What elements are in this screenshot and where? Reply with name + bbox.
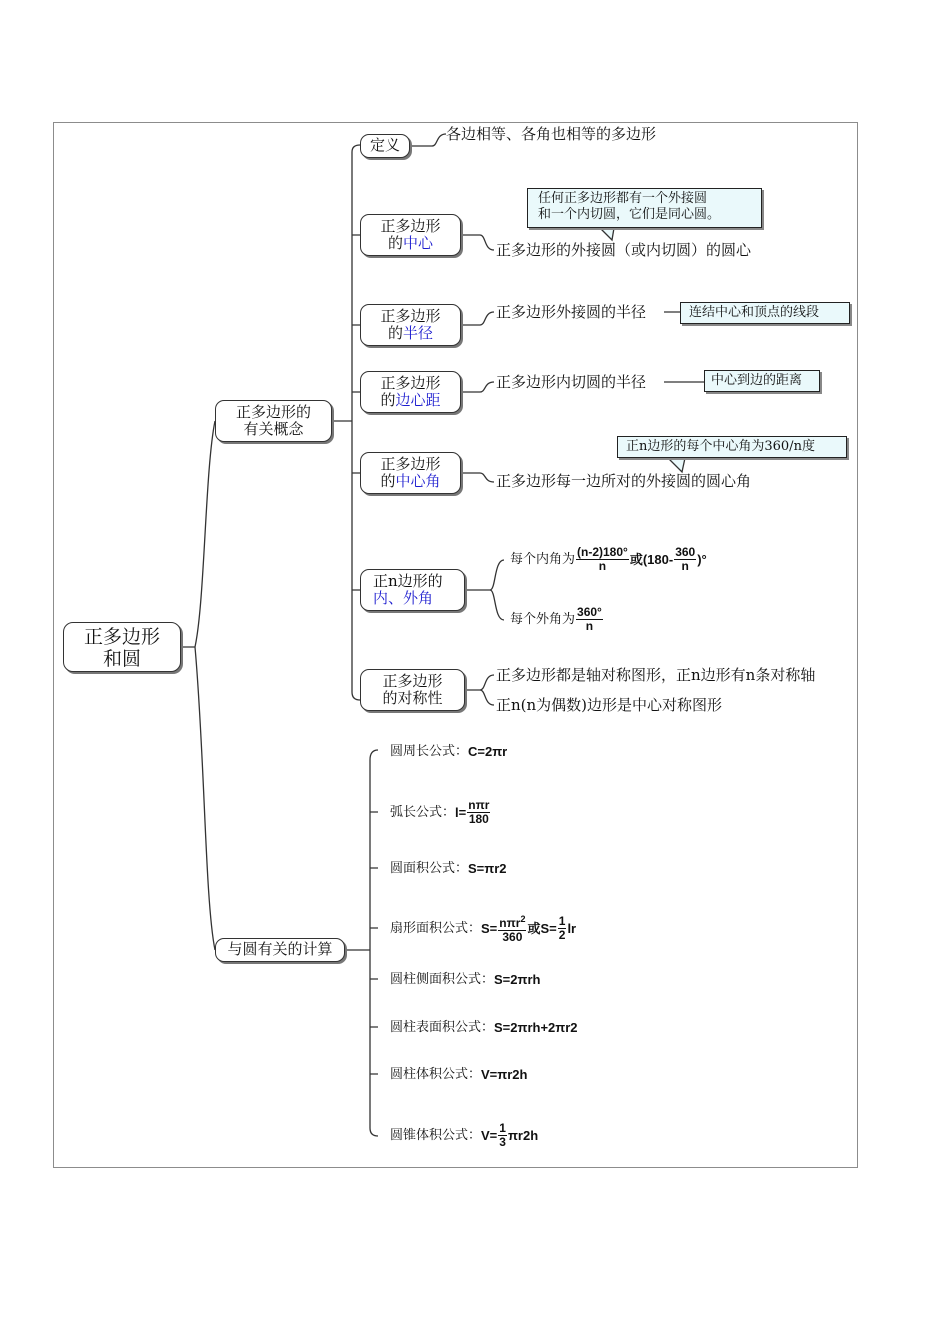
- cyl-volume-formula: [390, 1063, 527, 1085]
- area-sup: 2: [499, 860, 507, 876]
- cone-volume-sup: 2: [522, 1127, 531, 1143]
- sector-num-sup: 2: [520, 913, 526, 924]
- cyl-surface-formula: [390, 1016, 578, 1038]
- cyl-surface-sup: 2: [570, 1019, 578, 1035]
- interior-fraction-2: [674, 546, 696, 573]
- radius-note: 连结中心和顶点的线段: [680, 302, 850, 324]
- central-angle-note: 正n边形的每个中心角为360/n度: [617, 436, 847, 458]
- sector-num2: 1: [558, 913, 566, 928]
- center-note-line2: 和一个内切圆，它们是同心圆。: [538, 207, 721, 222]
- radius-node: [360, 304, 461, 346]
- cyl-surface-label: 圆柱表面积公式：: [390, 1019, 495, 1035]
- connector-calc: [345, 750, 378, 1136]
- root-node: [63, 622, 181, 672]
- interior-num1: (n-2)180°: [577, 544, 628, 559]
- area-lhs: S=πr: [468, 860, 500, 876]
- exterior-angle-formula: [510, 600, 604, 638]
- interior-tail: )°: [697, 551, 707, 567]
- center-line2-plain: 的: [387, 234, 403, 252]
- sector-tail: lr: [567, 920, 577, 936]
- interior-den2: n: [681, 558, 689, 573]
- connector-angles: [465, 560, 504, 620]
- cyl-volume-sup: 2: [512, 1066, 520, 1082]
- connector-central: [461, 473, 494, 482]
- connector-center: [461, 235, 494, 250]
- concepts-line2: 有关概念: [243, 420, 304, 438]
- circumference-label: 圆周长公式：: [390, 743, 469, 759]
- cyl-lateral-value: S=2πrh: [494, 971, 541, 987]
- cone-volume-label: 圆锥体积公式：: [390, 1127, 482, 1143]
- symmetry-text-2: 正n(n为偶数)边形是中心对称图形: [496, 696, 723, 714]
- definition-node: [360, 134, 410, 158]
- connector-definition: [410, 134, 446, 146]
- center-note-line1: 任何正多边形都有一个外接圆: [538, 191, 708, 206]
- exterior-num: 360°: [577, 604, 602, 619]
- interior-angle-formula: [510, 540, 707, 578]
- cyl-volume-label: 圆柱体积公式：: [390, 1066, 482, 1082]
- area-label: 圆面积公式：: [390, 860, 469, 876]
- center-line2: [361, 235, 460, 252]
- connector-symmetry: [465, 675, 494, 705]
- definition-label: 定义: [369, 136, 400, 154]
- cone-volume-fraction: [498, 1122, 507, 1149]
- center-line2-term: 中心: [403, 234, 434, 252]
- sector-den: 360: [502, 929, 523, 944]
- arc-length-formula: [390, 794, 491, 830]
- center-line1: 正多边形: [380, 217, 441, 235]
- cyl-lateral-formula: [390, 969, 540, 989]
- cone-volume-lhs: V=: [481, 1127, 498, 1143]
- apothem-line2-term: 边心距: [395, 391, 441, 409]
- central-angle-node: [360, 452, 461, 494]
- apothem-line2-plain: 的: [380, 391, 396, 409]
- sector-or: 或S=: [527, 920, 557, 936]
- cyl-surface-value: S=2πrh+2πr: [494, 1019, 571, 1035]
- angles-line1: 正n边形的: [373, 572, 443, 590]
- symmetry-text-1: 正多边形都是轴对称图形，正n边形有n条对称轴: [496, 666, 816, 684]
- cone-volume-mid: πr: [507, 1127, 523, 1143]
- radius-line2-plain: 的: [387, 324, 403, 342]
- cyl-volume-tail: h: [519, 1066, 528, 1082]
- radius-line1: 正多边形: [380, 307, 441, 325]
- center-note: [527, 188, 762, 228]
- root-line1: 正多边形: [83, 626, 160, 648]
- arc-length-lhs: l=: [455, 804, 467, 820]
- central-line2: [361, 473, 460, 490]
- apothem-node: [360, 371, 461, 413]
- cone-volume-tail: h: [530, 1127, 539, 1143]
- note-center-tail: [600, 228, 614, 240]
- interior-prefix: 每个内角为: [510, 551, 576, 567]
- symmetry-node: [360, 669, 465, 711]
- area-formula: [390, 857, 507, 879]
- central-line2-plain: 的: [380, 472, 396, 490]
- apothem-text: 正多边形内切圆的半径: [496, 373, 647, 391]
- symmetry-line2: 的对称性: [382, 689, 443, 707]
- sector-den2: 2: [558, 927, 566, 942]
- arc-length-label: 弧长公式：: [390, 804, 456, 820]
- circumference-formula: [390, 741, 507, 761]
- calc-node: [215, 938, 345, 962]
- arc-length-fraction: [467, 799, 490, 826]
- center-text: 正多边形的外接圆（或内切圆）的圆心: [496, 241, 752, 259]
- arc-length-den: 180: [468, 811, 489, 826]
- radius-text: 正多边形外接圆的半径: [496, 303, 647, 321]
- center-node: [360, 214, 461, 256]
- apothem-line1: 正多边形: [380, 374, 441, 392]
- interior-den1: n: [598, 558, 607, 573]
- connector-root: [182, 421, 215, 950]
- angles-line2: 内、外角: [373, 589, 434, 607]
- arc-length-num: nπr: [468, 797, 490, 812]
- apothem-note: 中心到边的距离: [704, 370, 820, 392]
- symmetry-line1: 正多边形: [382, 672, 443, 690]
- calc-title: 与圆有关的计算: [227, 940, 333, 958]
- central-line1: 正多边形: [380, 455, 441, 473]
- central-angle-text: 正多边形每一边所对的外接圆的圆心角: [496, 472, 752, 490]
- concepts-node: [215, 400, 332, 442]
- sector-label: 扇形面积公式：: [390, 920, 482, 936]
- interior-or: 或(180-: [629, 551, 674, 567]
- sector-fraction-2: [558, 915, 567, 942]
- root-line2: 和圆: [102, 648, 141, 670]
- sector-num-base: nπr: [499, 915, 521, 930]
- sector-lhs: S=: [481, 920, 498, 936]
- circumference-value: C=2πr: [468, 743, 508, 759]
- central-line2-term: 中心角: [395, 472, 441, 490]
- concepts-line1: 正多边形的: [235, 403, 311, 421]
- interior-num2: 360: [675, 544, 696, 559]
- radius-line2: [361, 325, 460, 342]
- interior-fraction-1: [576, 546, 629, 573]
- connector-concepts: [332, 145, 360, 700]
- cyl-lateral-label: 圆柱侧面积公式：: [390, 971, 495, 987]
- apothem-line2: [361, 392, 460, 409]
- note-central-tail: [668, 458, 685, 472]
- radius-line2-term: 半径: [403, 324, 434, 342]
- exterior-den: n: [585, 618, 594, 633]
- cone-volume-formula: [390, 1116, 538, 1154]
- sector-num: [498, 913, 526, 931]
- sector-formula: [390, 909, 576, 947]
- cyl-volume-lhs: V=πr: [481, 1066, 513, 1082]
- cone-volume-den: 3: [499, 1134, 506, 1149]
- cone-volume-num: 1: [499, 1120, 506, 1135]
- exterior-fraction: [576, 606, 603, 633]
- angles-node: [360, 569, 465, 611]
- definition-text: 各边相等、各角也相等的多边形: [446, 125, 657, 143]
- exterior-prefix: 每个外角为: [510, 611, 576, 627]
- sector-fraction-1: [498, 913, 526, 944]
